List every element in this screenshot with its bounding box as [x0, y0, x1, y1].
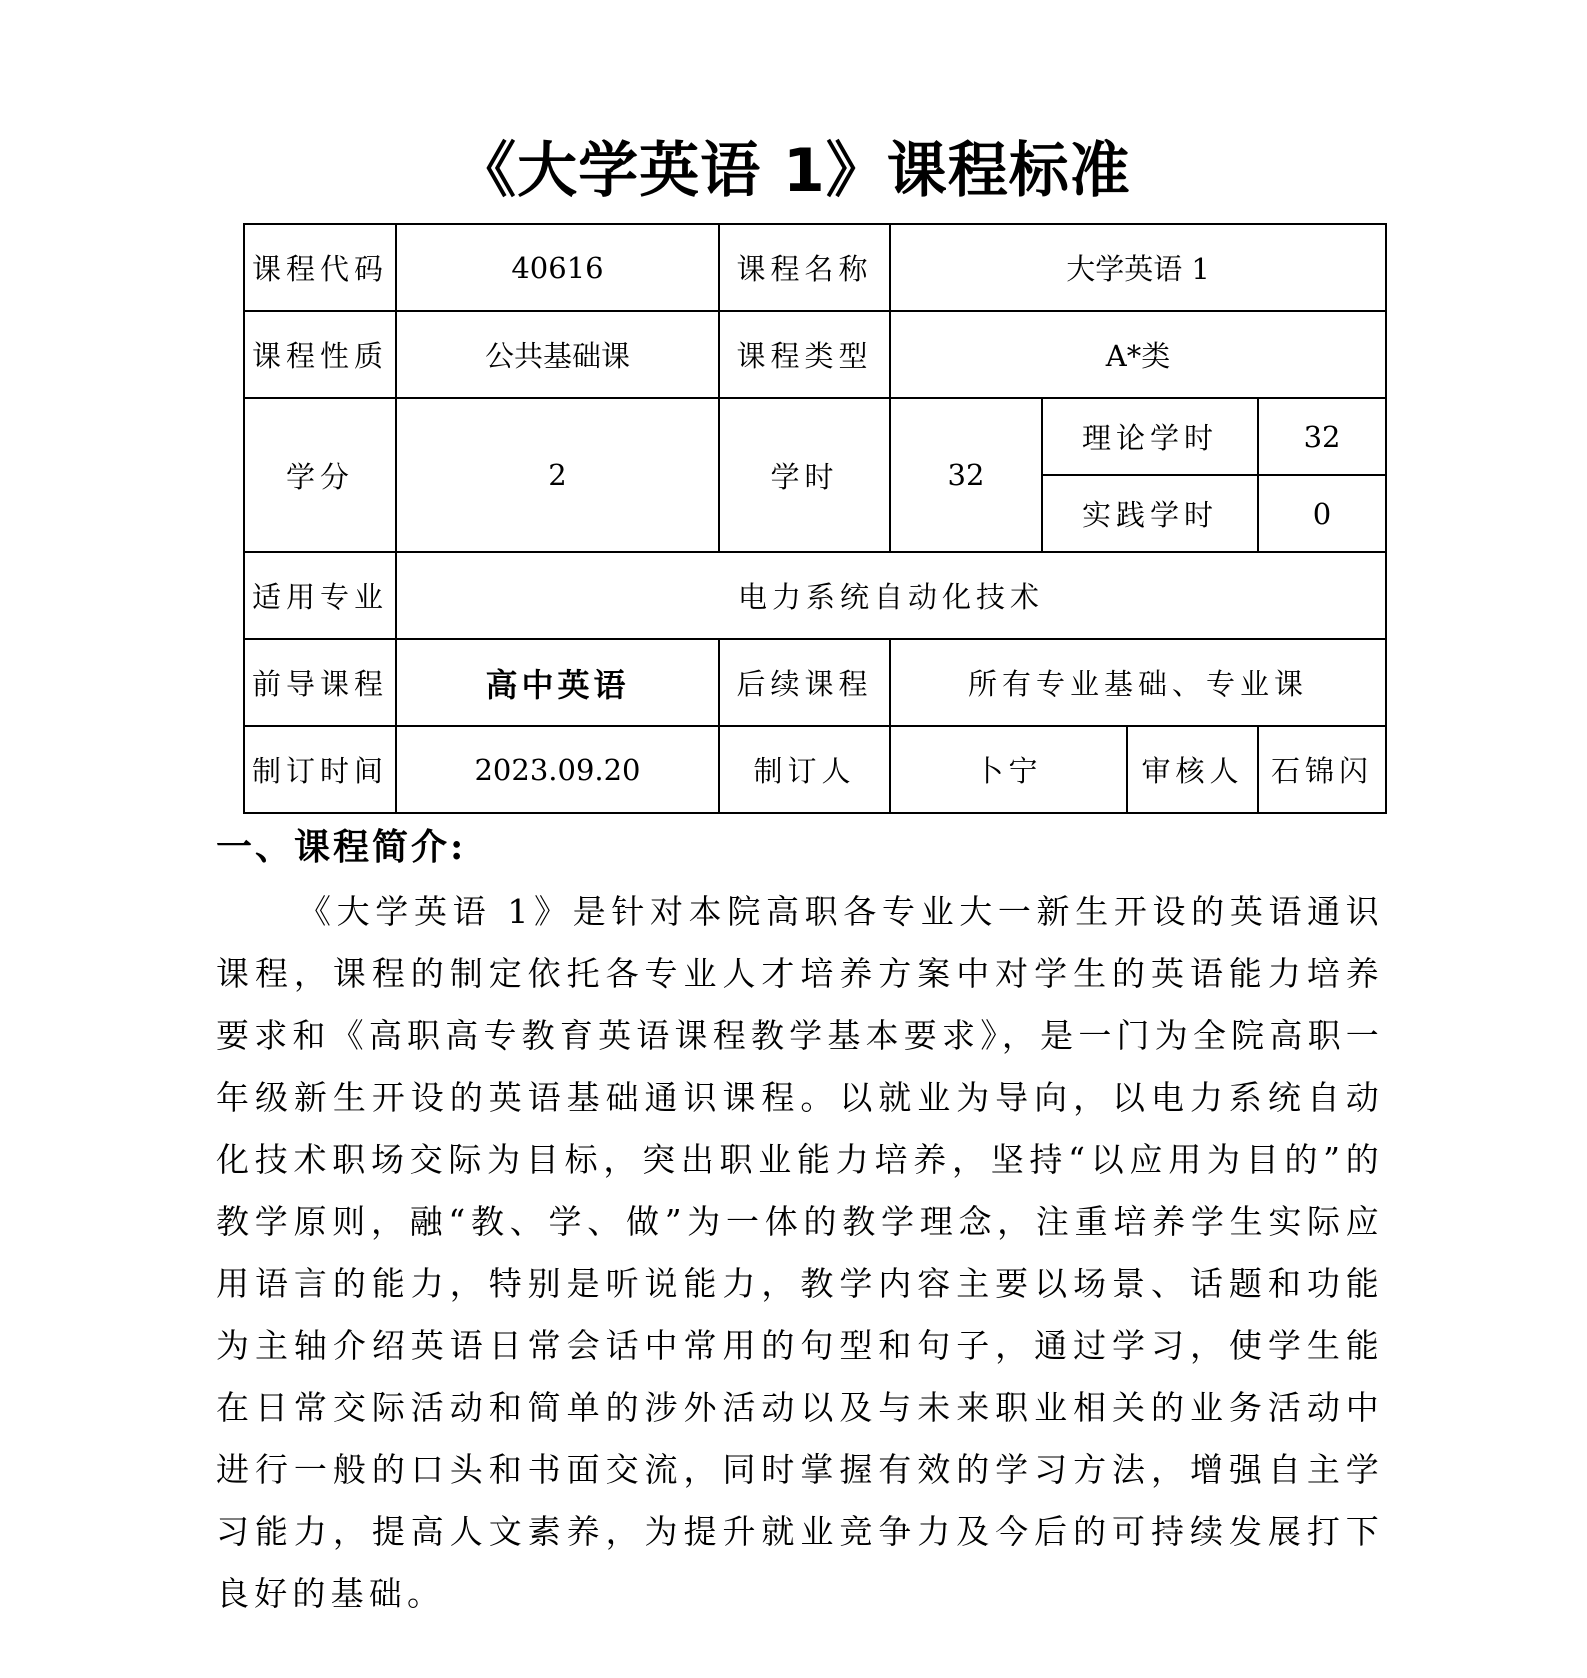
course-intro-paragraph: 《大学英语 1》是针对本院高职各专业大一新生开设的英语通识课程，课程的制定依托各专业人才培养方案中对学生的英语能力培养要求和《高职高专教育英语课程教学基本要求》，是一门为全院高职一年级新生开设的英语基础通识课程。以就业为导向，以电力系统自动化技术职场交际为目标，突出职业能力培养，坚持“以应用为目的”的教学原则，融“教、学、做”为一体的教学理念，注重培养学生实际应用语言的能力，特别是听说能力，教学内容主要以场景、话题和功能为主轴介绍英语日常会话中常用的句型和句子，通过学习，使学生能在日常交际活动和简单的涉外活动以及与未来职业相关的业务活动中进行一般的口头和书面交流，同时掌握有效的学习方法，增强自主学习能力，提高人文素养，为提升就业竞争力及今后的可持续发展打下良好的基础。 [216, 892, 1384, 1613]
prerequisite-value: 高中英语 [396, 639, 719, 726]
date-label: 制订时间 [244, 726, 396, 813]
author-value: 卜宁 [890, 726, 1127, 813]
course-type-label: 课程类型 [719, 311, 890, 398]
course-type-value: A*类 [890, 311, 1386, 398]
prerequisite-label: 前导课程 [244, 639, 396, 726]
theory-hours-value: 32 [1258, 398, 1386, 475]
author-label: 制订人 [719, 726, 890, 813]
date-value: 2023.09.20 [396, 726, 719, 813]
section-heading: 一、课程简介: [216, 826, 467, 868]
course-info-table [243, 223, 1387, 814]
hours-label: 学时 [719, 398, 890, 552]
theory-hours-label: 理论学时 [1042, 398, 1258, 475]
table-row [244, 311, 1386, 398]
course-code-label: 课程代码 [244, 224, 396, 311]
follow-up-value: 所有专业基础、专业课 [890, 639, 1386, 726]
credits-label: 学分 [244, 398, 396, 552]
reviewer-value: 石锦闪 [1258, 726, 1386, 813]
practice-hours-label: 实践学时 [1042, 475, 1258, 552]
practice-hours-value: 0 [1258, 475, 1386, 552]
course-nature-value: 公共基础课 [396, 311, 719, 398]
major-value: 电力系统自动化技术 [396, 552, 1386, 639]
table-row [244, 639, 1386, 726]
table-row [244, 224, 1386, 311]
major-label: 适用专业 [244, 552, 396, 639]
table-row [244, 726, 1386, 813]
course-name-label: 课程名称 [719, 224, 890, 311]
table-row [244, 398, 1386, 475]
follow-up-label: 后续课程 [719, 639, 890, 726]
credits-value: 2 [396, 398, 719, 552]
hours-value: 32 [890, 398, 1042, 552]
course-name-value: 大学英语 1 [890, 224, 1386, 311]
document-title: 《大学英语 1》课程标准 [456, 136, 1131, 206]
table-row [244, 552, 1386, 639]
course-nature-label: 课程性质 [244, 311, 396, 398]
reviewer-label: 审核人 [1127, 726, 1258, 813]
course-code-value: 40616 [396, 224, 719, 311]
